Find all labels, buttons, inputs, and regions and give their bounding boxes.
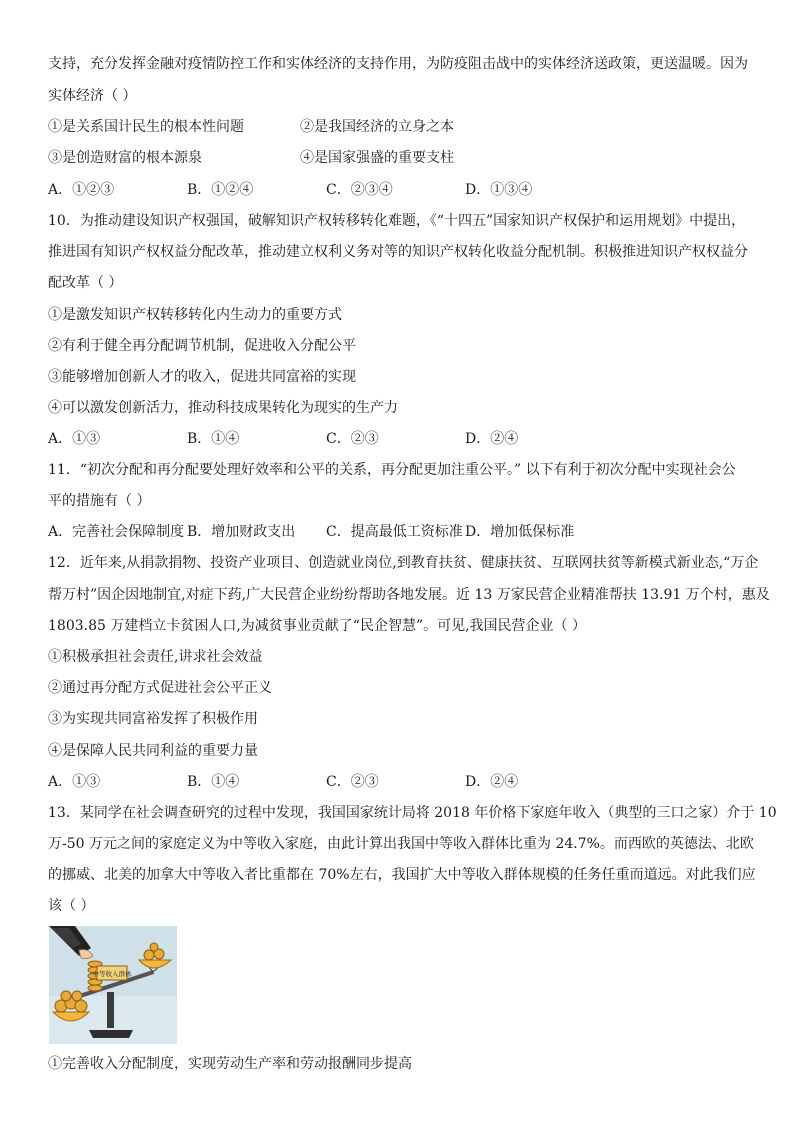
- option-d[interactable]: D．②④: [465, 431, 519, 447]
- image-label: 中等收入群体: [92, 970, 132, 978]
- statement-item: ②有利于健全再分配调节机制，促进收入分配公平: [48, 338, 356, 354]
- option-d[interactable]: D．①③④: [465, 182, 533, 198]
- q11-stem-line-2: 平的措施有（ ）: [48, 493, 151, 509]
- option-a[interactable]: A．完善社会保障制度: [48, 524, 185, 540]
- statement-item: ④是国家强盛的重要支柱: [300, 150, 454, 166]
- q12-stem-line-3: 1803.85 万建档立卡贫困人口,为减贫事业贡献了“民企智慧”。可见,我国民营企业（ ）: [48, 618, 587, 634]
- q12-stem-line-1: 12．近年来,从捐款捐物、投资产业项目、创造就业岗位,到教育扶贫、健康扶贫、互联网扶贫等新模式新业态,“万企: [48, 555, 759, 571]
- statement-item: ①是激发知识产权转移转化内生动力的重要方式: [48, 307, 342, 323]
- balance-scale-cartoon-icon: [49, 926, 177, 1044]
- statement-item: ①完善收入分配制度，实现劳动生产率和劳动报酬同步提高: [48, 1056, 412, 1072]
- q9-statements-row-2: [48, 148, 748, 168]
- q13-stem-line-2: 万-50 万元之间的家庭定义为中等收入家庭，由此计算出我国中等收入群体比重为 24.7%。而西欧的英德法、北欧: [48, 836, 754, 852]
- option-c[interactable]: C．②③④: [326, 182, 393, 198]
- option-d[interactable]: D．增加低保标准: [465, 524, 575, 540]
- option-b[interactable]: B．①②④: [187, 182, 254, 198]
- statement-item: ②通过再分配方式促进社会公平正义: [48, 680, 272, 696]
- q10-stem-line-2: 推进国有知识产权权益分配改革，推动建立权利义务对等的知识产权转化收益分配机制。积极推进知识产权权益分: [48, 244, 748, 260]
- q13-stem-line-3: 的挪威、北美的加拿大中等收入者比重都在 70%左右，我国扩大中等收入群体规模的任务任重而道远。对此我们应: [48, 867, 756, 883]
- option-a[interactable]: A．①③: [48, 431, 101, 447]
- statement-item: ③为实现共同富裕发挥了积极作用: [48, 711, 258, 727]
- option-d[interactable]: D．②④: [465, 774, 519, 790]
- q10-stem-line-3: 配改革（ ）: [48, 275, 123, 291]
- q11-stem-line-1: 11．“初次分配和再分配要处理好效率和公平的关系，再分配更加注重公平。” 以下有利于初次分配中实现社会公: [48, 462, 736, 478]
- q12-options: [48, 772, 748, 792]
- option-a[interactable]: A．①②③: [48, 182, 115, 198]
- q9-stem-line-1: 支持，充分发挥金融对疫情防控工作和实体经济的支持作用，为防疫阻击战中的实体经济送政策，更送温暖。因为: [48, 56, 748, 72]
- statement-item: ③能够增加创新人才的收入，促进共同富裕的实现: [48, 369, 356, 385]
- option-c[interactable]: C．②③: [326, 431, 379, 447]
- q9-options: [48, 180, 748, 200]
- q11-options: [48, 522, 748, 542]
- q10-options: [48, 429, 748, 449]
- q13-stem-line-4: 该（ ）: [48, 898, 95, 914]
- statement-item: ②是我国经济的立身之本: [300, 119, 454, 135]
- option-a[interactable]: A．①③: [48, 774, 101, 790]
- q13-stem-line-1: 13．某同学在社会调查研究的过程中发现，我国国家统计局将 2018 年价格下家庭年收入（典型的三口之家）介于 10: [48, 805, 777, 821]
- statement-item: ①积极承担社会责任,讲求社会效益: [48, 649, 263, 665]
- statement-item: ①是关系国计民生的根本性问题: [48, 119, 244, 135]
- q12-stem-line-2: 帮万村”因企因地制宜,对症下药,广大民营企业纷纷帮助各地发展。近 13 万家民营企业精准帮扶 13.91 万个村，惠及: [48, 587, 770, 603]
- q9-statements-row-1: [48, 117, 748, 137]
- statement-item: ④可以激发创新活力，推动科技成果转化为现实的生产力: [48, 400, 398, 416]
- statement-item: ③是创造财富的根本源泉: [48, 150, 202, 166]
- q9-stem-line-2: 实体经济（ ）: [48, 88, 137, 104]
- statement-item: ④是保障人民共同利益的重要力量: [48, 743, 258, 759]
- option-b[interactable]: B．①④: [187, 774, 240, 790]
- option-b[interactable]: B．增加财政支出: [187, 524, 296, 540]
- option-b[interactable]: B．①④: [187, 431, 240, 447]
- option-c[interactable]: C．②③: [326, 774, 379, 790]
- option-c[interactable]: C．提高最低工资标准: [326, 524, 463, 540]
- q10-stem-line-1: 10．为推动建设知识产权强国，破解知识产权转移转化难题，《“十四五”国家知识产权保护和运用规划》中提出，: [48, 213, 746, 229]
